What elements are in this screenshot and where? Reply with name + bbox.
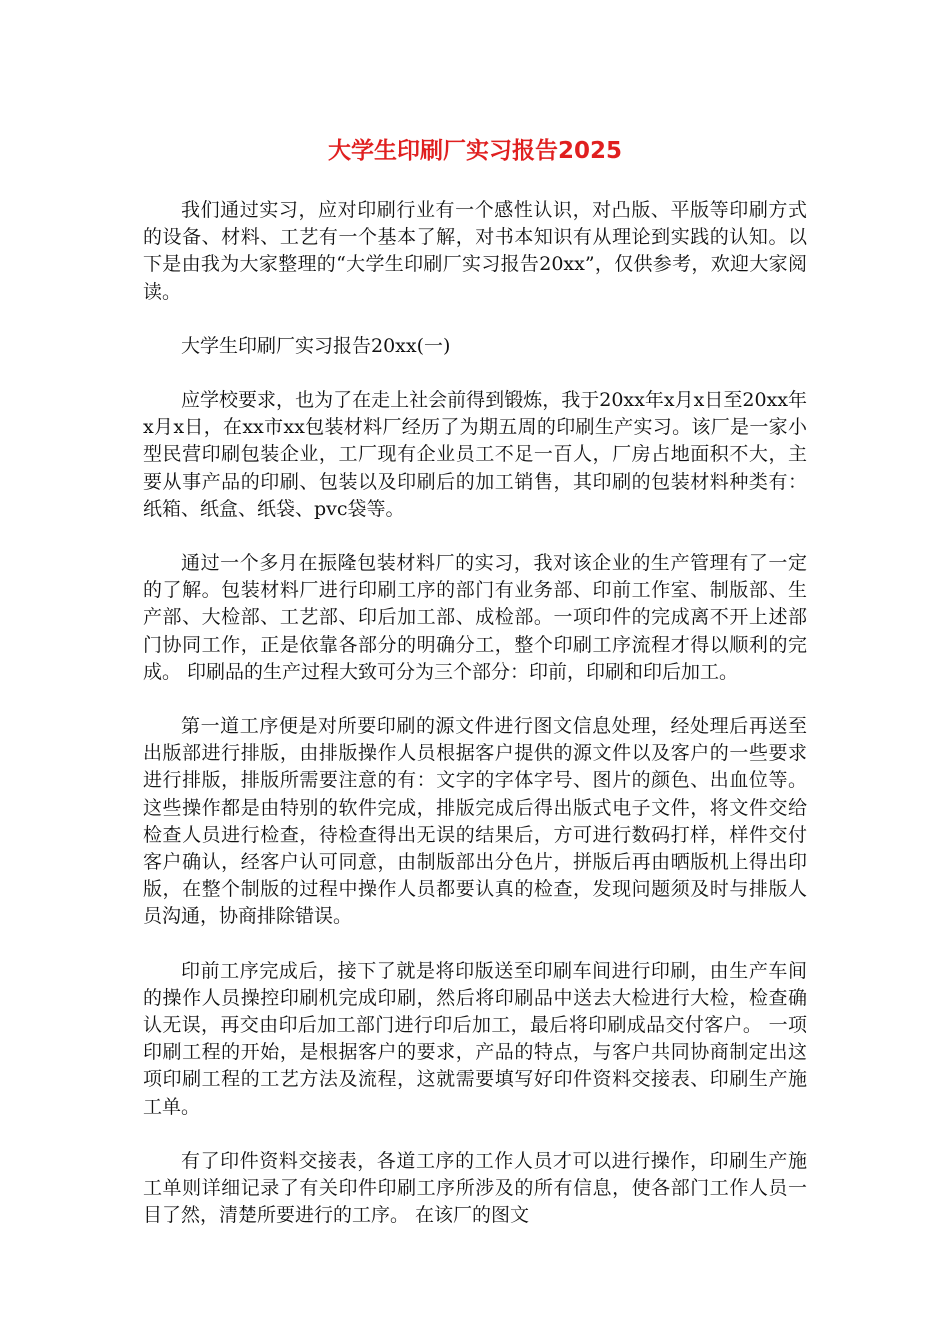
section-heading: 大学生印刷厂实习报告20xx(一) (181, 334, 451, 357)
intro-paragraph: 我们通过实习，应对印刷行业有一个感性认识，对凸版、平版等印刷方式的设备、材料、工艺有一个基本了解，对书本知识有从理论到实践的认知。以下是由我为大家整理的“大学生印刷厂实习报告20xx”，仅供参考，欢迎大家阅读。 (143, 199, 807, 303)
body-paragraph: 应学校要求，也为了在走上社会前得到锻炼，我于20xx年x月x日至20xx年x月x日，在xx市xx包装材料厂经历了为期五周的印刷生产实习。该厂是一家小型民营印刷包装企业，工厂现有企业员工不足一百人，厂房占地面积不大，主要从事产品的印刷、包装以及印刷后的加工销售，其印刷的包装材料种类有：纸箱、纸盒、纸袋、pvc袋等。 (143, 389, 807, 520)
body-paragraph: 有了印件资料交接表，各道工序的工作人员才可以进行操作，印刷生产施工单则详细记录了有关印件印刷工序所涉及的所有信息，使各部门工作人员一目了然，清楚所要进行的工序。 在该厂的图文 (143, 1149, 807, 1227)
body-paragraph: 通过一个多月在振隆包装材料厂的实习，我对该企业的生产管理有了一定的了解。包装材料厂进行印刷工序的部门有业务部、印前工作室、制版部、生产部、大检部、工艺部、印后加工部、成检部。一项印件的完成离不开上述部门协同工作，正是依靠各部分的明确分工，整个印刷工序流程才得以顺利的完成。 印刷品的生产过程大致可分为三个部分：印前，印刷和印后加工。 (143, 552, 807, 683)
document-title: 大学生印刷厂实习报告2025 (327, 138, 622, 164)
body-paragraph: 印前工序完成后，接下了就是将印版送至印刷车间进行印刷，由生产车间的操作人员操控印刷机完成印刷，然后将印刷品中送去大检进行大检，检查确认无误，再交由印后加工部门进行印后加工，最后将印刷成品交付客户。 一项印刷工程的开始，是根据客户的要求，产品的特点，与客户共同协商制定出这项印刷工程的工艺方法及流程，这就需要填写好印件资料交接表、印刷生产施工单。 (143, 959, 807, 1118)
document-body (143, 197, 807, 1257)
body-paragraph: 第一道工序便是对所要印刷的源文件进行图文信息处理，经处理后再送至出版部进行排版，由排版操作人员根据客户提供的源文件以及客户的一些要求进行排版，排版所需要注意的有：文字的字体字号、图片的颜色、出血位等。这些操作都是由特别的软件完成，排版完成后得出版式电子文件，将文件交给检查人员进行检查，待检查得出无误的结果后，方可进行数码打样，样件交付客户确认，经客户认可同意，由制版部出分色片，拼版后再由晒版机上得出印版，在整个制版的过程中操作人员都要认真的检查，发现问题须及时与排版人员沟通，协商排除错误。 (143, 715, 807, 928)
